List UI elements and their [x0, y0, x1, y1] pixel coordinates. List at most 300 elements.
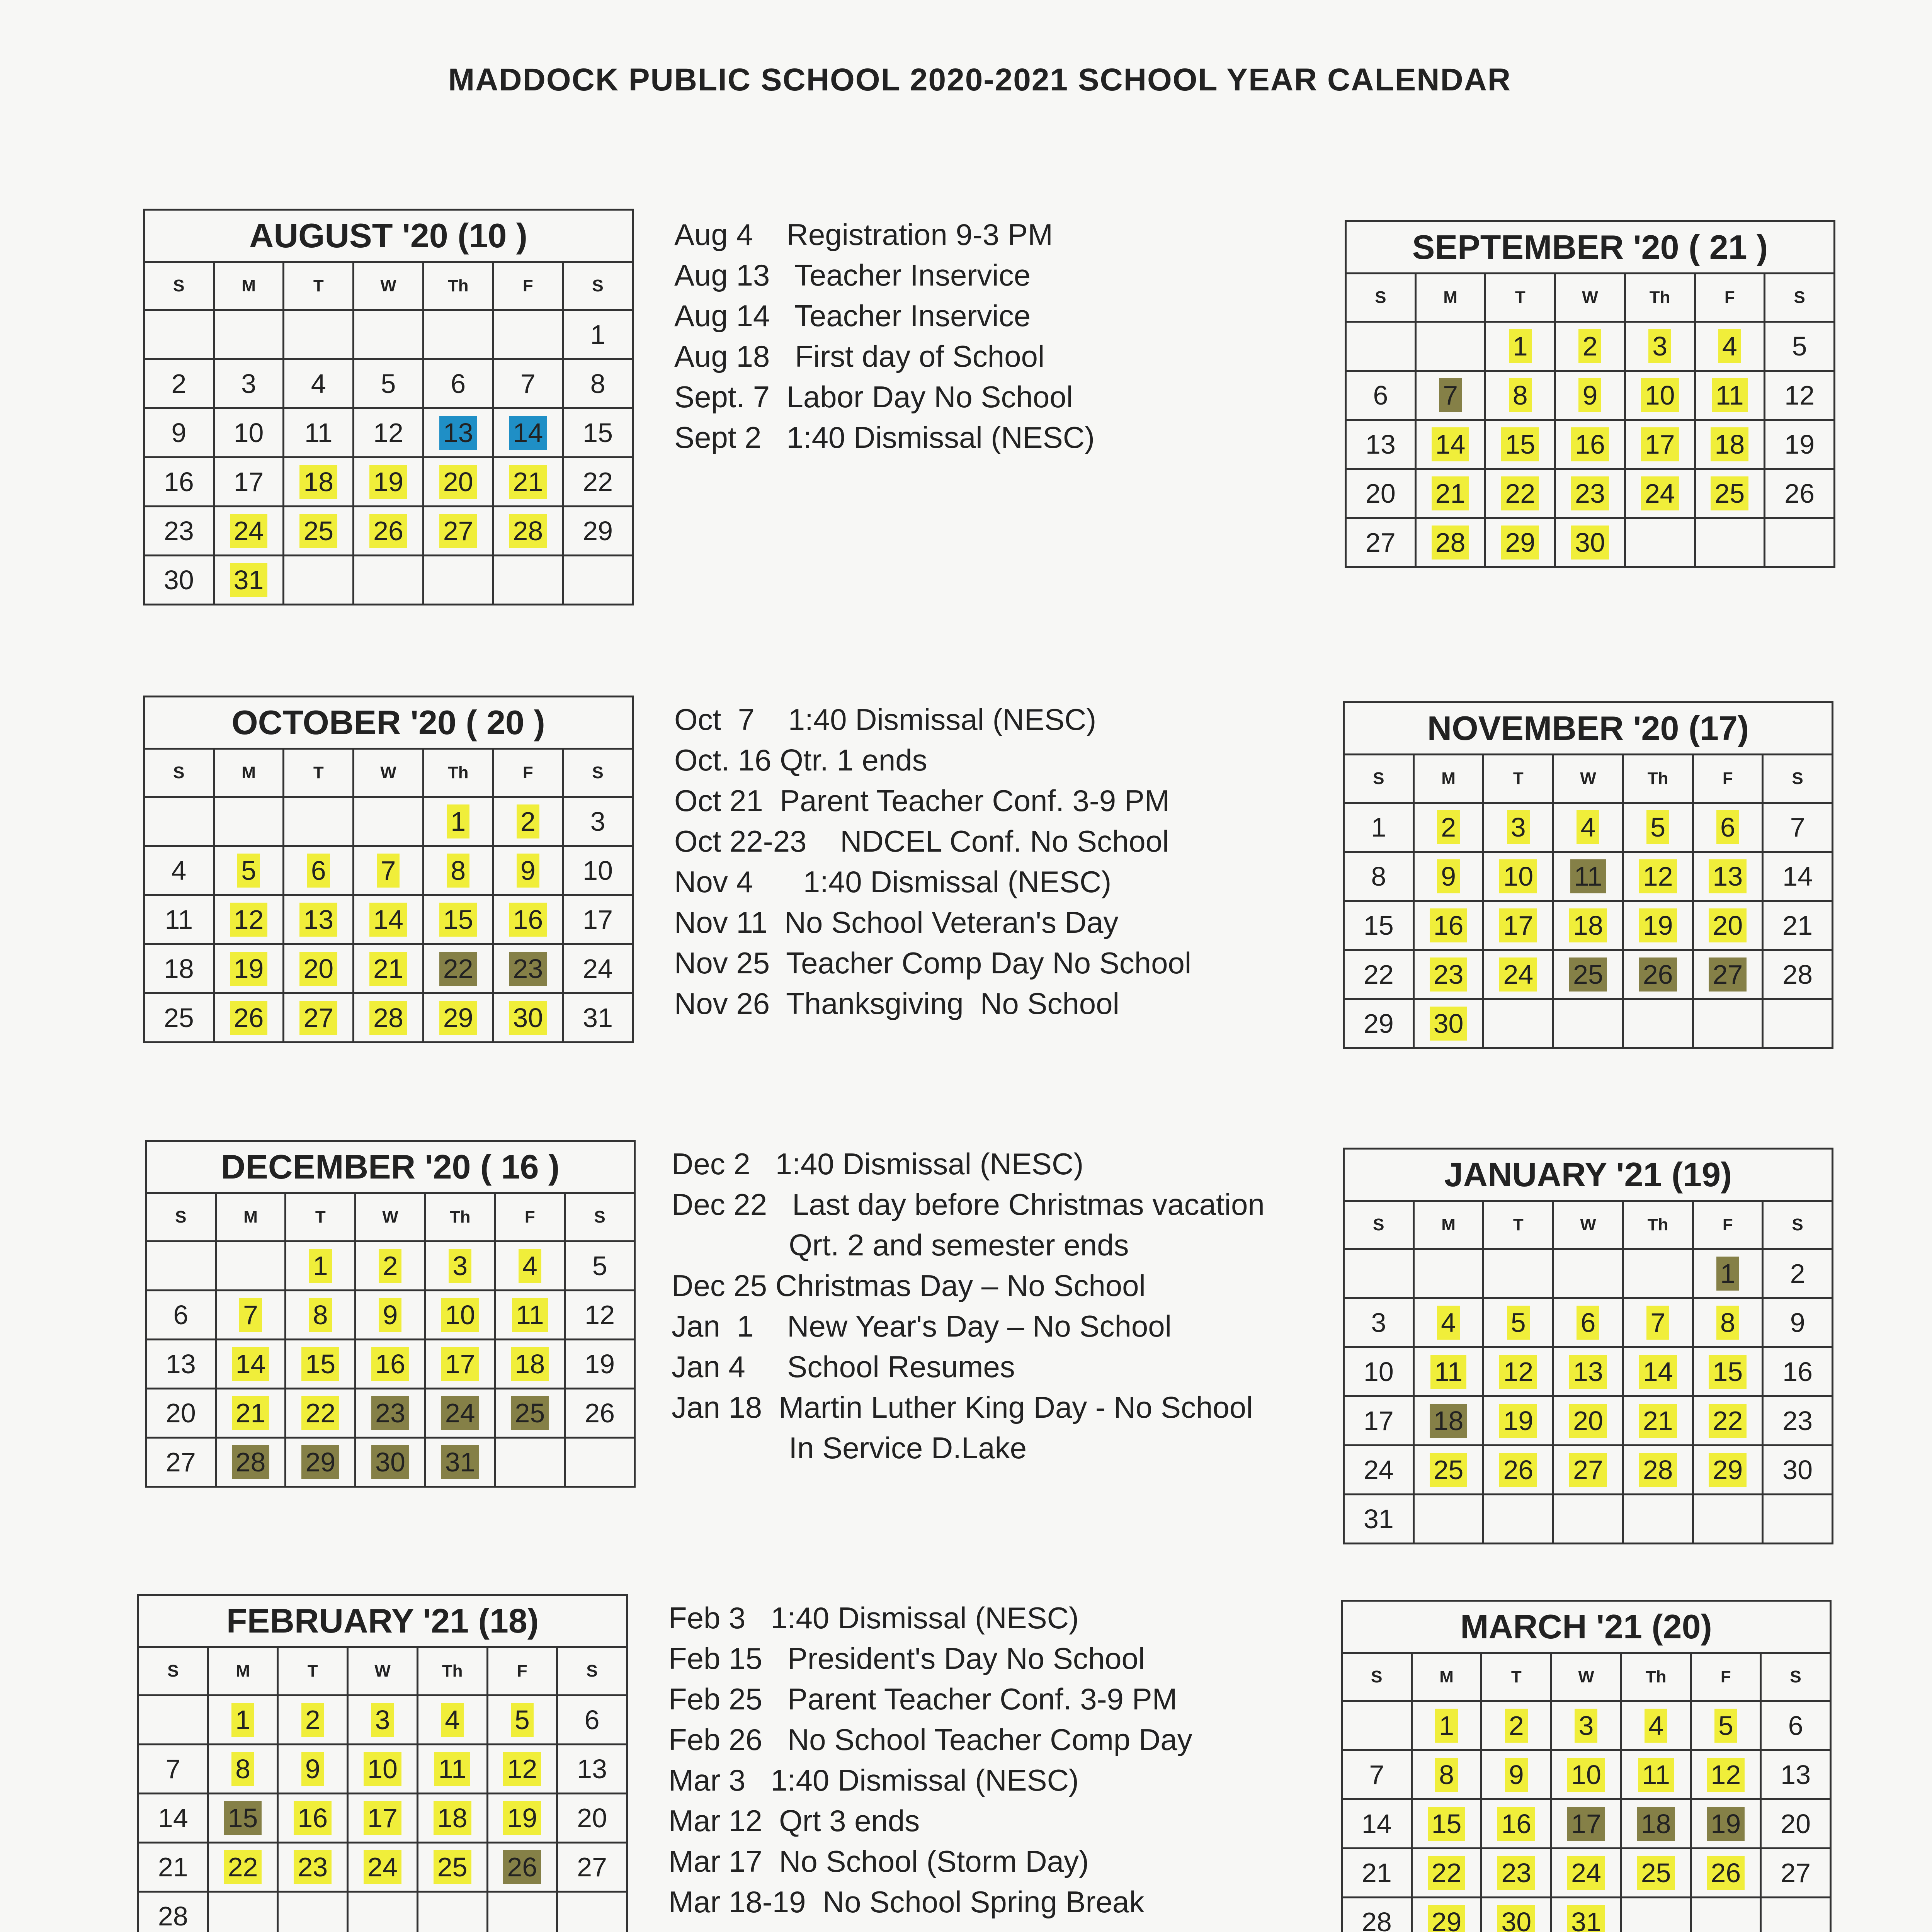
day-cell — [1551, 1898, 1621, 1932]
note-line: Nov 26 Thanksgiving No School — [674, 986, 1119, 1020]
day-cell — [1691, 1750, 1761, 1799]
day-number: 15 — [1363, 910, 1394, 940]
day-cell — [1623, 852, 1693, 901]
day-number: 17 — [1567, 1807, 1605, 1841]
day-number: 20 — [439, 465, 477, 499]
day-number: 23 — [509, 952, 547, 986]
day-number: 12 — [1784, 380, 1815, 410]
weekday-label: Th — [1623, 1201, 1693, 1249]
weekday-label: S — [1344, 755, 1414, 803]
day-number: 10 — [364, 1752, 401, 1786]
day-number: 29 — [439, 1001, 477, 1035]
day-number: 7 — [239, 1298, 262, 1332]
month-grid — [143, 261, 634, 605]
calendar-december — [145, 1140, 636, 1488]
month-grid — [1341, 1652, 1832, 1932]
day-number: 2 — [379, 1249, 401, 1283]
day-cell — [284, 507, 354, 556]
day-number: 13 — [577, 1754, 607, 1784]
weekday-label: S — [563, 262, 633, 310]
day-number: 10 — [233, 418, 264, 448]
day-number: 30 — [1430, 1007, 1468, 1041]
day-cell — [355, 1438, 425, 1487]
calendar-march — [1341, 1600, 1832, 1932]
day-number: 4 — [519, 1249, 541, 1283]
day-cell — [493, 895, 563, 944]
day-cell — [1623, 803, 1693, 852]
day-number: 5 — [1792, 331, 1807, 361]
day-number: 20 — [577, 1803, 607, 1833]
day-cell — [493, 556, 563, 605]
day-number: 27 — [1569, 1453, 1607, 1487]
day-cell — [348, 1696, 418, 1745]
day-number: 10 — [1499, 859, 1537, 893]
day-cell — [284, 556, 354, 605]
day-number: 18 — [299, 465, 337, 499]
day-cell — [348, 1892, 418, 1932]
weekday-label: Th — [425, 1193, 495, 1242]
month-header: SEPTEMBER '20 ( 21 ) — [1345, 220, 1835, 274]
weekday-label: S — [146, 1193, 216, 1242]
day-number: 25 — [1711, 476, 1748, 510]
day-number: 5 — [592, 1251, 607, 1281]
day-number: 9 — [1790, 1308, 1805, 1338]
day-cell — [354, 359, 423, 408]
weekday-label: T — [284, 262, 354, 310]
day-cell — [1412, 1750, 1481, 1799]
day-cell — [355, 1389, 425, 1438]
day-cell — [1765, 420, 1835, 469]
day-number: 24 — [1567, 1856, 1605, 1890]
weekday-label: F — [493, 262, 563, 310]
day-number: 27 — [1365, 527, 1396, 558]
day-cell — [1483, 1347, 1553, 1396]
day-number: 22 — [1501, 476, 1539, 510]
day-number: 28 — [509, 514, 547, 548]
day-cell — [563, 359, 633, 408]
day-cell — [1481, 1701, 1551, 1750]
day-number: 2 — [1790, 1259, 1805, 1289]
day-number: 16 — [1497, 1807, 1535, 1841]
day-number: 20 — [299, 952, 337, 986]
note-line: Sept 2 1:40 Dismissal (NESC) — [674, 420, 1095, 454]
weekday-label: F — [1691, 1653, 1761, 1701]
day-cell — [563, 846, 633, 895]
day-cell — [417, 1794, 487, 1843]
day-cell — [1551, 1750, 1621, 1799]
day-cell — [1625, 322, 1695, 371]
day-number: 18 — [1430, 1404, 1468, 1438]
day-number: 11 — [304, 418, 333, 448]
weekday-label: M — [216, 1193, 286, 1242]
day-cell — [1481, 1898, 1551, 1932]
day-cell — [423, 359, 493, 408]
day-cell — [144, 310, 214, 359]
day-cell — [1553, 1396, 1623, 1446]
day-number: 7 — [1439, 378, 1462, 412]
day-cell — [278, 1745, 348, 1794]
day-cell — [1693, 999, 1763, 1048]
notes-oct-nov — [674, 699, 1293, 1024]
day-cell — [214, 408, 284, 457]
month-header: JANUARY '21 (19) — [1343, 1148, 1833, 1202]
weekday-label: T — [1483, 755, 1553, 803]
day-cell — [354, 993, 423, 1043]
day-number: 8 — [1435, 1758, 1458, 1792]
day-cell — [146, 1242, 216, 1291]
day-number: 31 — [230, 563, 268, 597]
day-number: 14 — [158, 1803, 188, 1833]
day-cell — [214, 507, 284, 556]
day-cell — [1623, 1446, 1693, 1495]
day-number: 5 — [381, 369, 396, 399]
day-cell — [214, 797, 284, 846]
day-cell — [214, 944, 284, 993]
day-number: 12 — [1639, 859, 1677, 893]
day-number: 15 — [1709, 1355, 1747, 1389]
weekday-label: W — [1551, 1653, 1621, 1701]
day-cell — [208, 1892, 278, 1932]
day-cell — [487, 1745, 557, 1794]
day-cell — [354, 556, 423, 605]
day-cell — [1765, 469, 1835, 518]
day-number: 8 — [1509, 378, 1532, 412]
note-line: Aug 18 First day of School — [674, 339, 1045, 373]
day-cell — [1481, 1799, 1551, 1849]
note-line: Mar 17 No School (Storm Day) — [668, 1844, 1089, 1878]
day-number: 7 — [1790, 812, 1805, 842]
month-grid — [143, 748, 634, 1043]
day-cell — [425, 1389, 495, 1438]
day-number: 26 — [503, 1850, 541, 1884]
day-cell — [1555, 518, 1625, 567]
day-cell — [284, 310, 354, 359]
day-cell — [1553, 1495, 1623, 1544]
day-number: 12 — [373, 418, 403, 448]
day-cell — [493, 359, 563, 408]
day-number: 30 — [1782, 1455, 1813, 1485]
day-number: 14 — [509, 416, 547, 450]
day-number: 29 — [301, 1445, 339, 1479]
day-number: 3 — [1371, 1308, 1386, 1338]
month-header: AUGUST '20 (10 ) — [143, 209, 634, 263]
day-cell — [1691, 1799, 1761, 1849]
day-cell — [1342, 1849, 1412, 1898]
day-number: 30 — [1571, 526, 1609, 560]
day-cell — [1485, 469, 1555, 518]
day-cell — [557, 1696, 627, 1745]
day-number: 26 — [1499, 1453, 1537, 1487]
weekday-label: M — [1413, 755, 1483, 803]
day-number: 4 — [311, 369, 326, 399]
day-number: 22 — [1709, 1404, 1747, 1438]
day-cell — [284, 797, 354, 846]
day-cell — [1553, 1249, 1623, 1298]
day-cell — [355, 1340, 425, 1389]
day-cell — [1485, 518, 1555, 567]
day-number: 22 — [301, 1396, 339, 1430]
day-number: 4 — [1437, 1306, 1460, 1340]
weekday-label: Th — [1623, 755, 1693, 803]
day-cell — [1761, 1849, 1831, 1898]
day-number: 5 — [237, 854, 260, 888]
day-cell — [1415, 420, 1485, 469]
day-cell — [214, 359, 284, 408]
day-number: 6 — [584, 1705, 600, 1735]
day-cell — [138, 1794, 208, 1843]
day-cell — [493, 797, 563, 846]
day-cell — [1763, 901, 1833, 950]
day-cell — [1346, 518, 1416, 567]
day-cell — [286, 1242, 355, 1291]
day-cell — [284, 408, 354, 457]
day-cell — [565, 1291, 635, 1340]
day-number: 8 — [1716, 1306, 1739, 1340]
day-number: 29 — [1501, 526, 1539, 560]
day-cell — [216, 1291, 286, 1340]
day-cell — [495, 1340, 565, 1389]
day-cell — [425, 1438, 495, 1487]
day-cell — [1342, 1799, 1412, 1849]
day-cell — [493, 457, 563, 507]
note-line: Oct 21 Parent Teacher Conf. 3-9 PM — [674, 784, 1170, 818]
day-number: 22 — [1428, 1856, 1466, 1890]
day-number: 1 — [1371, 812, 1386, 842]
weekday-label: Th — [1621, 1653, 1691, 1701]
day-cell — [1413, 1298, 1483, 1347]
weekday-label: S — [144, 749, 214, 797]
month-header: OCTOBER '20 ( 20 ) — [143, 696, 634, 750]
day-cell — [1481, 1750, 1551, 1799]
day-number: 15 — [1501, 427, 1539, 461]
day-cell — [214, 310, 284, 359]
day-cell — [1413, 1396, 1483, 1446]
day-number: 16 — [1430, 908, 1468, 942]
day-cell — [1485, 371, 1555, 420]
day-number: 23 — [294, 1850, 332, 1884]
day-cell — [563, 457, 633, 507]
day-cell — [284, 457, 354, 507]
day-cell — [1413, 1495, 1483, 1544]
day-number: 4 — [1718, 329, 1741, 363]
day-cell — [557, 1892, 627, 1932]
month-grid — [137, 1646, 628, 1932]
day-cell — [1553, 950, 1623, 999]
day-cell — [1621, 1799, 1691, 1849]
day-cell — [423, 797, 493, 846]
day-cell — [146, 1340, 216, 1389]
day-cell — [278, 1794, 348, 1843]
day-number: 24 — [1641, 476, 1679, 510]
day-cell — [1344, 1495, 1414, 1544]
day-number: 20 — [165, 1398, 196, 1428]
day-number: 17 — [1363, 1406, 1394, 1436]
day-cell — [1553, 852, 1623, 901]
day-cell — [144, 944, 214, 993]
day-number: 21 — [1782, 910, 1813, 940]
day-number: 14 — [1639, 1355, 1677, 1389]
note-line: Oct 22-23 NDCEL Conf. No School — [674, 824, 1169, 858]
day-cell — [1483, 1495, 1553, 1544]
day-number: 29 — [1709, 1453, 1747, 1487]
weekday-label: Th — [423, 749, 493, 797]
weekday-label: S — [138, 1647, 208, 1696]
day-cell — [1761, 1898, 1831, 1932]
day-number: 24 — [1363, 1455, 1394, 1485]
note-line: Nov 11 No School Veteran's Day — [674, 905, 1119, 939]
day-cell — [138, 1843, 208, 1892]
day-cell — [1483, 950, 1553, 999]
day-cell — [1555, 371, 1625, 420]
day-cell — [1693, 950, 1763, 999]
note-line: Jan 1 New Year's Day – No School — [672, 1309, 1172, 1343]
day-number: 15 — [583, 418, 613, 448]
day-number: 3 — [241, 369, 257, 399]
day-cell — [1623, 1347, 1693, 1396]
note-line: Aug 4 Registration 9-3 PM — [674, 218, 1053, 252]
day-cell — [423, 944, 493, 993]
day-number: 10 — [441, 1298, 479, 1332]
day-number: 24 — [441, 1396, 479, 1430]
day-number: 7 — [165, 1754, 181, 1784]
day-number: 2 — [301, 1703, 324, 1737]
note-line: Aug 14 Teacher Inservice — [674, 299, 1031, 333]
day-number: 6 — [307, 854, 330, 888]
weekday-label: S — [1763, 755, 1833, 803]
day-number: 17 — [1499, 908, 1537, 942]
day-number: 25 — [299, 514, 337, 548]
day-cell — [284, 895, 354, 944]
day-number: 30 — [509, 1001, 547, 1035]
day-cell — [208, 1843, 278, 1892]
day-number: 16 — [1782, 1357, 1813, 1387]
day-cell — [1693, 1347, 1763, 1396]
day-cell — [144, 846, 214, 895]
day-number: 4 — [1645, 1709, 1667, 1743]
day-cell — [286, 1291, 355, 1340]
day-number: 26 — [1707, 1856, 1745, 1890]
weekday-label: S — [1765, 274, 1835, 322]
weekday-label: W — [354, 262, 423, 310]
day-number: 14 — [369, 903, 407, 937]
day-cell — [425, 1340, 495, 1389]
weekday-label: S — [557, 1647, 627, 1696]
month-grid — [1343, 753, 1833, 1049]
day-number: 14 — [1361, 1809, 1392, 1839]
month-grid — [1345, 272, 1835, 568]
page-title: MADDOCK PUBLIC SCHOOL 2020-2021 SCHOOL YEAR CALENDAR — [448, 62, 1512, 97]
day-number: 9 — [1578, 378, 1601, 412]
day-number: 3 — [590, 806, 605, 837]
day-cell — [355, 1291, 425, 1340]
day-cell — [1695, 371, 1765, 420]
day-number: 8 — [1371, 861, 1386, 891]
day-cell — [1623, 901, 1693, 950]
day-number: 31 — [1363, 1504, 1394, 1534]
day-cell — [563, 556, 633, 605]
weekday-label: T — [278, 1647, 348, 1696]
note-line: Nov 25 Teacher Comp Day No School — [674, 946, 1192, 980]
day-number: 17 — [364, 1801, 401, 1835]
day-number: 9 — [1437, 859, 1460, 893]
note-line: Jan 4 School Resumes — [672, 1350, 1015, 1384]
day-number: 3 — [1507, 810, 1530, 844]
month-header: NOVEMBER '20 (17) — [1343, 701, 1833, 755]
day-number: 31 — [441, 1445, 479, 1479]
day-number: 1 — [231, 1703, 254, 1737]
day-cell — [487, 1794, 557, 1843]
day-cell — [1691, 1849, 1761, 1898]
calendar-august — [143, 209, 634, 605]
day-number: 6 — [173, 1300, 189, 1330]
day-cell — [1623, 1249, 1693, 1298]
day-cell — [1763, 1446, 1833, 1495]
day-number: 2 — [1578, 329, 1601, 363]
day-cell — [278, 1696, 348, 1745]
note-line: Mar 3 1:40 Dismissal (NESC) — [668, 1763, 1079, 1797]
weekday-label: W — [1553, 755, 1623, 803]
day-cell — [1621, 1849, 1691, 1898]
day-number: 25 — [1430, 1453, 1468, 1487]
day-number: 1 — [447, 804, 469, 838]
day-cell — [216, 1242, 286, 1291]
day-cell — [1483, 1298, 1553, 1347]
day-number: 16 — [1571, 427, 1609, 461]
day-number: 5 — [1714, 1709, 1737, 1743]
day-number: 25 — [1569, 957, 1607, 992]
day-number: 13 — [1569, 1355, 1607, 1389]
day-cell — [1763, 1347, 1833, 1396]
day-number: 12 — [503, 1752, 541, 1786]
day-cell — [487, 1843, 557, 1892]
day-cell — [565, 1340, 635, 1389]
day-number: 31 — [583, 1003, 613, 1033]
day-number: 19 — [1707, 1807, 1745, 1841]
day-cell — [1693, 852, 1763, 901]
day-cell — [1344, 1249, 1414, 1298]
day-number: 27 — [577, 1852, 607, 1882]
day-cell — [1415, 371, 1485, 420]
day-number: 19 — [503, 1801, 541, 1835]
day-number: 23 — [163, 516, 194, 546]
day-number: 7 — [377, 854, 400, 888]
day-cell — [417, 1745, 487, 1794]
calendar-november — [1343, 701, 1833, 1049]
day-number: 12 — [1499, 1355, 1537, 1389]
day-number: 28 — [1432, 526, 1469, 560]
day-number: 3 — [1648, 329, 1671, 363]
day-number: 16 — [163, 467, 194, 497]
day-number: 29 — [1363, 1009, 1394, 1039]
day-number: 27 — [1781, 1858, 1811, 1888]
day-number: 28 — [232, 1445, 270, 1479]
note-line: Feb 26 No School Teacher Comp Day — [668, 1723, 1192, 1757]
day-cell — [144, 359, 214, 408]
day-cell — [1551, 1701, 1621, 1750]
weekday-label: F — [493, 749, 563, 797]
day-cell — [354, 310, 423, 359]
weekday-label: W — [355, 1193, 425, 1242]
day-number: 8 — [309, 1298, 332, 1332]
day-number: 23 — [1497, 1856, 1535, 1890]
day-number: 22 — [583, 467, 613, 497]
day-number: 17 — [1641, 427, 1679, 461]
day-number: 21 — [232, 1396, 270, 1430]
day-cell — [423, 310, 493, 359]
day-cell — [1412, 1701, 1481, 1750]
day-number: 22 — [224, 1850, 262, 1884]
day-number: 26 — [585, 1398, 615, 1428]
